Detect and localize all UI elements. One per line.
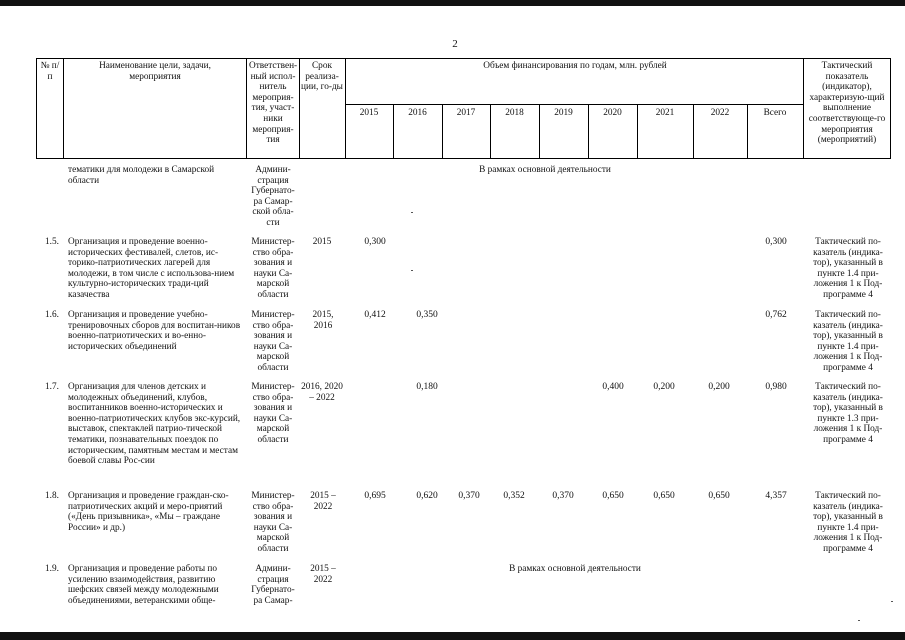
row-4-value-total: 4,357 <box>765 491 787 501</box>
header-year-2018: 2018 <box>505 108 524 118</box>
row-3-term: 2016, 2020 – 2022 <box>301 382 343 403</box>
header-year-line <box>345 104 803 105</box>
row-5-term: 2015 – 2022 <box>310 564 336 585</box>
page-number: 2 <box>452 38 458 50</box>
row-4-num: 1.8. <box>45 491 59 501</box>
header-year-2016: 2016 <box>408 108 427 118</box>
row-2-value-2015: 0,412 <box>364 310 386 320</box>
row-0-name: тематики для молодежи в Самарской области <box>68 165 215 186</box>
row-3-value-2020: 0,400 <box>602 382 624 392</box>
header-year-2021: 2021 <box>655 108 675 118</box>
row-0-executor: Админи-страция Губернато-ра Самар-ской обла-сти <box>251 165 295 228</box>
row-1-value-total: 0,300 <box>765 237 787 247</box>
row-5-executor: Админи-страция Губернато-ра Самар- <box>251 564 295 606</box>
col-line-0 <box>36 58 37 159</box>
row-3-value-2021: 0,200 <box>653 382 675 392</box>
row-4-value-2021: 0,650 <box>653 491 675 501</box>
row-4-value-2022: 0,650 <box>708 491 730 501</box>
row-4-executor: Министер-ство обра-зования и науки Са-марской области <box>251 491 295 554</box>
scan-speck <box>411 270 413 271</box>
header-top-line <box>36 58 890 59</box>
row-4-value-2020: 0,650 <box>602 491 624 501</box>
header-year-2019: 2019 <box>554 108 573 118</box>
row-4-value-2019: 0,370 <box>552 491 574 501</box>
header-term: Срок реализа-ции, го-ды <box>301 61 343 93</box>
row-2-term: 2015, 2016 <box>312 310 334 331</box>
row-5-name: Организация и проведение работы по усилению взаимодействия, развитию шефских связей между молодежными объединениями, ветеранскими обще- <box>68 564 219 606</box>
header-year-2015: 2015 <box>359 108 379 118</box>
row-0-span-text: В рамках основной деятельности <box>479 165 611 175</box>
row-1-executor: Министер-ство обра-зования и науки Са-марской области <box>251 237 295 300</box>
row-3-value-total: 0,980 <box>765 382 787 392</box>
col-line-2 <box>246 58 247 159</box>
row-3-value-2016: 0,180 <box>416 382 438 392</box>
header-executor: Ответствен-ный испол-нитель мероприя-тия, участ-ники мероприя-тия <box>249 61 298 146</box>
row-1-value-2015: 0,300 <box>364 237 386 247</box>
scan-bottom-border <box>0 632 905 640</box>
col-line-3 <box>299 58 300 159</box>
row-3-name: Организация для членов детских и молодежных объединений, клубов, воспитанников военно-исторических и военно-патриотических клубов экс-курсий, выставок, спектаклей патрио-тической тематики, познавательных поездок по историческим, памятным местам и местам боевой славы Рос-сии <box>68 382 241 467</box>
row-4-term: 2015 – 2022 <box>310 491 336 512</box>
col-line-6 <box>890 58 891 159</box>
row-2-value-2016: 0,350 <box>416 310 438 320</box>
header-year-2022: 2022 <box>710 108 730 118</box>
row-2-value-total: 0,762 <box>765 310 787 320</box>
header-bottom-line <box>36 158 890 159</box>
row-4-value-2018: 0,352 <box>503 491 525 501</box>
row-5-span-text: В рамках основной деятельности <box>509 564 641 574</box>
scan-speck <box>858 620 860 621</box>
row-3-executor: Министер-ство обра-зования и науки Са-марской области <box>251 382 295 445</box>
row-1-num: 1.5. <box>45 237 59 247</box>
header-num: № п/п <box>40 61 60 82</box>
col-line-1 <box>63 58 64 159</box>
row-1-term: 2015 <box>312 237 332 247</box>
row-1-name: Организация и проведение военно-исторических фестивалей, слетов, ис-торико-патриотических лагерей для молодежи, в том числе с использова-нием культурно-исторических тради-ций казачества <box>68 237 235 300</box>
scan-speck <box>891 601 893 602</box>
row-3-num: 1.7. <box>45 382 59 392</box>
scan-speck <box>411 212 413 213</box>
row-5-num: 1.9. <box>45 564 59 574</box>
header-year-2020: 2020 <box>603 108 622 118</box>
scan-top-border <box>0 0 905 6</box>
row-4-indicator: Тактический по-казатель (индика-тор), указанный в пункте 1.4 при-ложения 1 к Под-программе 4 <box>813 491 883 554</box>
row-2-name: Организация и проведение учебно-тренировочных сборов для воспитан-ников военно-патриотических и во-енно-исторических объединений <box>68 310 241 352</box>
header-total: Всего <box>763 108 787 118</box>
row-3-value-2022: 0,200 <box>708 382 730 392</box>
row-2-executor: Министер-ство обра-зования и науки Са-марской области <box>251 310 295 373</box>
row-2-indicator: Тактический по-казатель (индика-тор), указанный в пункте 1.4 при-ложения 1 к Под-программе 4 <box>813 310 883 373</box>
row-4-value-2017: 0,370 <box>458 491 480 501</box>
row-4-value-2016: 0,620 <box>416 491 438 501</box>
col-line-5 <box>803 58 804 159</box>
header-indicator: Тактический показатель (индикатор), характеризую-щий выполнение соответствующе-го мероприятия (мероприятий) <box>808 61 886 146</box>
row-2-num: 1.6. <box>45 310 59 320</box>
row-3-indicator: Тактический по-казатель (индика-тор), указанный в пункте 1.3 при-ложения 1 к Под-программе 4 <box>813 382 883 445</box>
row-4-value-2015: 0,695 <box>364 491 386 501</box>
header-finance: Объем финансирования по годам, млн. рублей <box>483 61 667 71</box>
row-4-name: Организация и проведение граждан-ско-патриотических акций и меро-приятий («День призывника», «Мы – граждане России» и др.) <box>68 491 229 533</box>
header-year-2017: 2017 <box>456 108 476 118</box>
header-name: Наименование цели, задачи, мероприятия <box>99 61 211 82</box>
row-1-indicator: Тактический по-казатель (индика-тор), указанный в пункте 1.4 при-ложения 1 к Под-программе 4 <box>813 237 883 300</box>
